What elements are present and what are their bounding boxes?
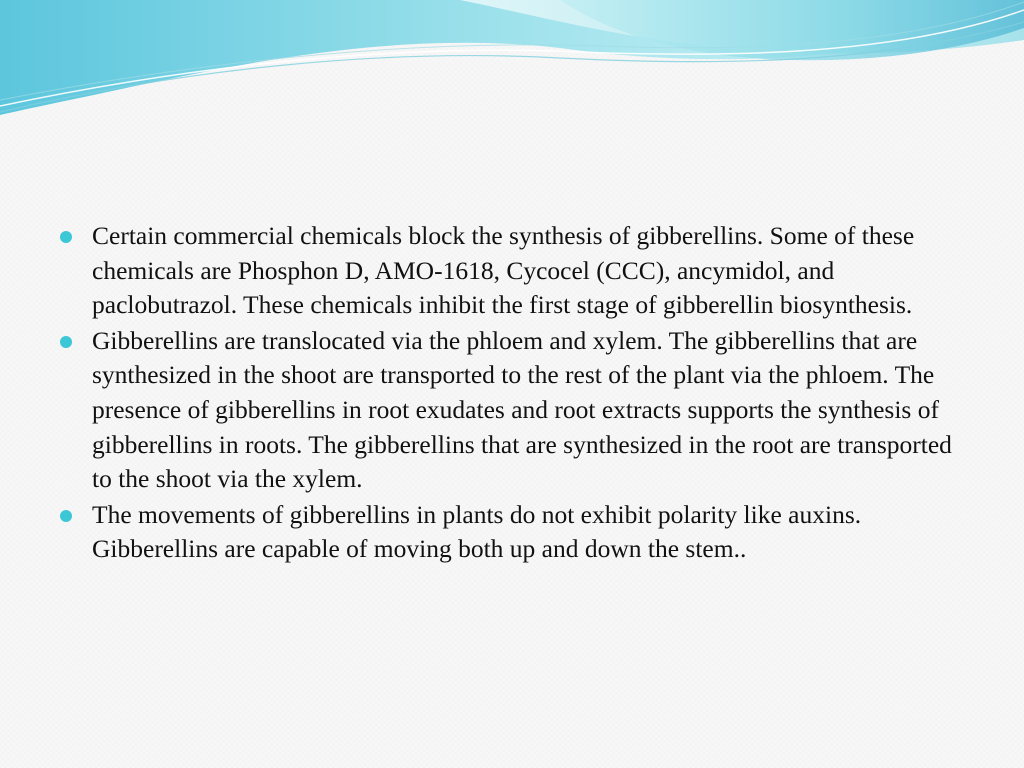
wave-header-decoration xyxy=(0,0,1024,130)
bullet-list xyxy=(58,219,958,567)
bullet-item xyxy=(58,219,958,323)
bullet-dot-icon xyxy=(60,231,72,243)
bullet-item xyxy=(58,498,958,567)
bullet-dot-icon xyxy=(60,510,72,522)
bullet-item xyxy=(58,324,958,497)
slide-content xyxy=(58,219,958,568)
bullet-text: The movements of gibberellins in plants do not exhibit polarity like auxins. Gibberellins are capable of moving both up and down the stem.. xyxy=(92,499,862,564)
bullet-text: Gibberellins are translocated via the phloem and xylem. The gibberellins that are synthesized in the shoot are transported to the rest of the plant via the phloem. The presence of gibberellins in root exudates and root extracts supports the synthesis of gibberellins in roots. The gibberellins that are synthesized in the root are transported to the shoot via the xylem. xyxy=(92,325,952,494)
bullet-text: Certain commercial chemicals block the synthesis of gibberellins. Some of these chemicals are Phosphon D, AMO-1618, Cycocel (CCC), ancymidol, and paclobutrazol. These chemicals inhibit the first stage of gibberellin biosynthesis. xyxy=(92,221,915,320)
bullet-dot-icon xyxy=(60,336,72,348)
